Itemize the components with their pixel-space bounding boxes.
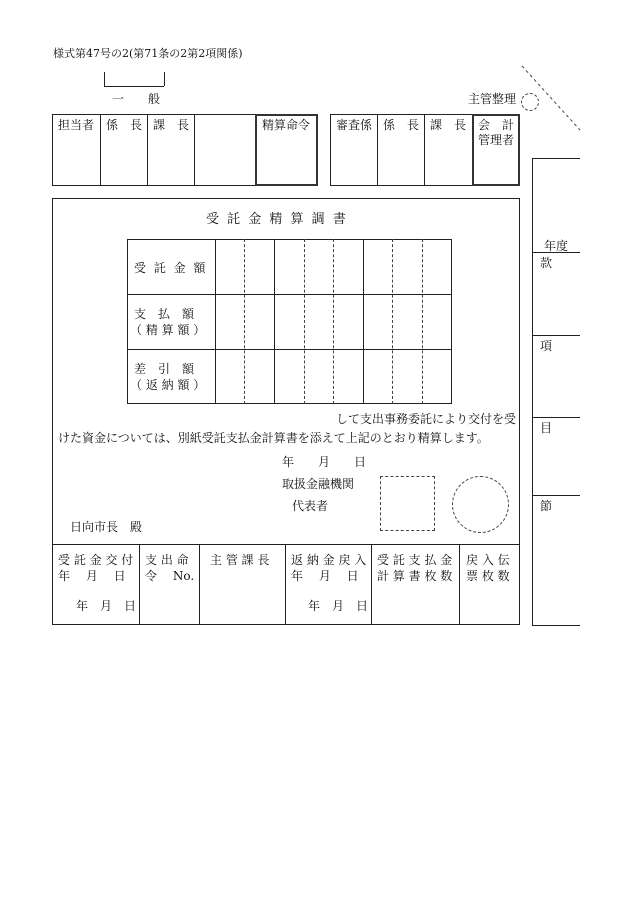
cell-henno-reinyu-date: 年 月 日 (291, 569, 359, 583)
submission-date: 年 月 日 (282, 455, 367, 469)
budget-kou: 項 (540, 339, 553, 353)
digit-divider-7 (422, 239, 423, 404)
cell-shukan-kacho: 主 管 課 長 (210, 553, 270, 567)
digit-divider-2 (274, 239, 275, 404)
cell-seisan-meirei: 精算命令 (262, 118, 311, 132)
budget-bottom-line (532, 625, 580, 626)
diagonal-dashed-line (520, 64, 582, 132)
cell-jutaku-kofu: 受 託 金 交 付 (58, 553, 134, 567)
bottom-table-top (52, 544, 520, 545)
cell-reinyu-den: 戻 入 伝 (466, 553, 510, 567)
representative-seal-circle (452, 476, 509, 533)
cell-kacho-left: 課 長 (153, 118, 190, 132)
representative-label: 代表者 (292, 499, 329, 513)
budget-line-kou (532, 335, 580, 336)
category-bracket-bottom (104, 86, 164, 87)
bottom-col-divider-5 (459, 544, 460, 625)
cell-kanrisha: 管理者 (478, 133, 515, 147)
institution-label: 取扱金融機関 (282, 477, 355, 491)
addressee: 日向市長 殿 (70, 520, 143, 534)
cell-shishutsu-rei-no: 令 No. (145, 569, 195, 583)
cell-jutaku-kofu-date: 年 月 日 (58, 569, 126, 583)
approval-left-divider-2 (147, 114, 148, 186)
approval-left-divider-3 (194, 114, 195, 186)
budget-line-moku (532, 417, 580, 418)
cell-henno-reinyu: 返 納 金 戻 入 (291, 553, 367, 567)
amount-grid-row-line-1 (127, 294, 452, 295)
category-bracket-left (104, 72, 105, 86)
budget-top-line (532, 158, 580, 159)
bottom-col-divider-3 (285, 544, 286, 625)
cell-shinsa: 審査係 (336, 118, 373, 132)
institution-seal-box (380, 476, 435, 531)
row-label-henno: （ 返 納 額 ） (130, 378, 206, 392)
budget-setsu: 節 (540, 499, 553, 513)
cell-jutaku-kofu-date-2: 年 月 日 (76, 599, 137, 613)
cell-tantosha: 担当者 (58, 118, 95, 132)
row-label-shiharai: 支 払 額 (134, 307, 195, 321)
bottom-col-divider-1 (139, 544, 140, 625)
budget-kan: 款 (540, 256, 553, 270)
cell-kaikei: 会 計 (478, 118, 515, 132)
cell-jutaku-shiharai: 受 託 支 払 金 (377, 553, 453, 567)
amount-grid-label-border (215, 239, 216, 404)
approval-right-divider-2 (424, 114, 425, 186)
digit-divider-6 (392, 239, 393, 404)
category-bracket-right (164, 72, 165, 86)
digit-divider-5 (363, 239, 364, 404)
budget-moku: 目 (540, 421, 553, 435)
cell-keisansho-maisu: 計 算 書 枚 数 (377, 569, 453, 583)
cell-kakaricho-left: 係 長 (106, 118, 143, 132)
row-label-sashihiki: 差 引 額 (134, 362, 195, 376)
digit-divider-1 (244, 239, 245, 404)
bottom-col-divider-2 (199, 544, 200, 625)
body-text-line-2: けた資金については、別紙受託支払金計算書を添えて上記のとおり精算します。 (58, 431, 489, 445)
cell-shishutsu-mei: 支 出 命 (145, 553, 189, 567)
amount-grid-row-line-2 (127, 349, 452, 350)
cell-kacho-right: 課 長 (430, 118, 467, 132)
category-label: 一 般 (112, 92, 167, 106)
budget-line-setsu (532, 495, 580, 496)
digit-divider-3 (304, 239, 305, 404)
approval-right-divider-1 (377, 114, 378, 186)
cell-hyo-maisu: 票 枚 数 (466, 569, 510, 583)
bottom-col-divider-4 (371, 544, 372, 625)
cell-henno-reinyu-date-2: 年 月 日 (308, 599, 369, 613)
form-number: 様式第47号の2(第71条の2第2項関係) (53, 47, 243, 60)
budget-column-border (532, 158, 533, 625)
form-title: 受 託 金 精 算 調 書 (206, 212, 348, 227)
cell-kakaricho-right: 係 長 (383, 118, 420, 132)
manager-note: 主管整理 (468, 92, 517, 106)
approval-left-divider-1 (100, 114, 101, 186)
row-label-jutaku-kingaku: 受 託 金 額 (134, 261, 208, 275)
row-label-seisan: （ 精 算 額 ） (130, 323, 206, 337)
digit-divider-4 (333, 239, 334, 404)
budget-nendo: 年度 (544, 239, 569, 253)
body-text-line-1: して支出事務委託により交付を受 (336, 412, 517, 426)
